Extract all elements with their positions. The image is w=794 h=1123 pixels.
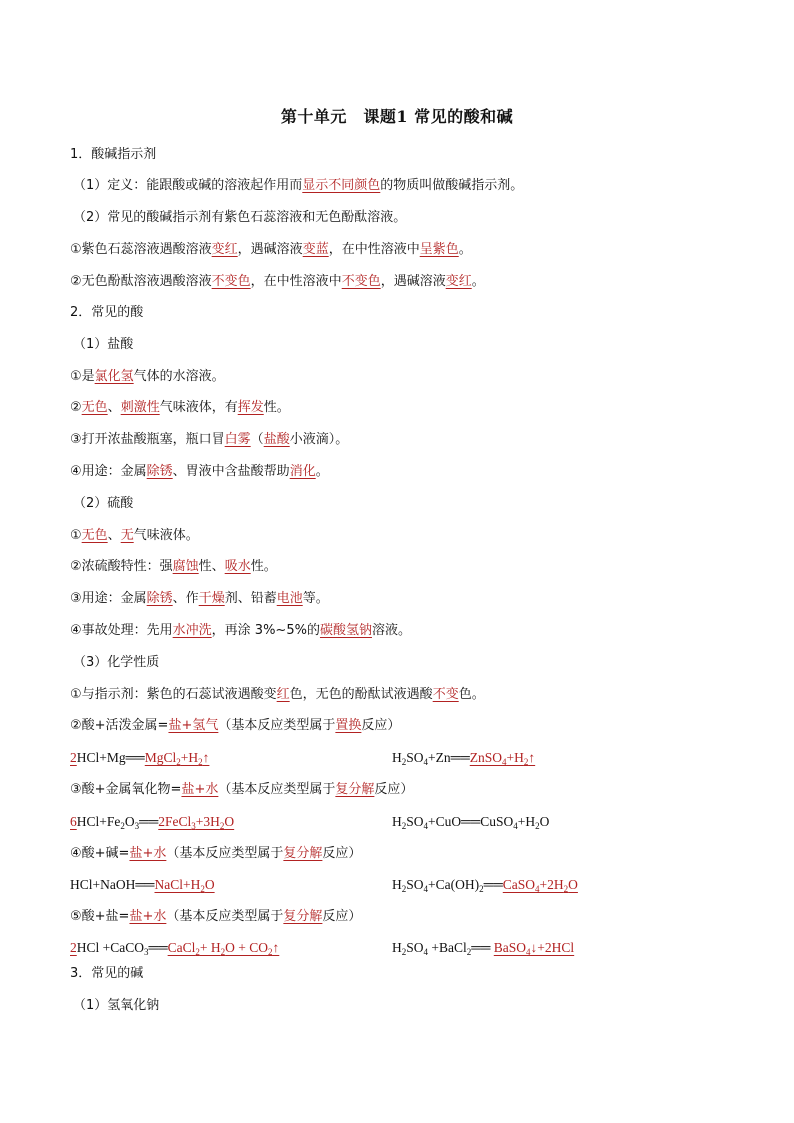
page-title: 第十单元 课题1 常见的酸和碱 (280, 107, 514, 126)
answer-blank: 复分解 (335, 782, 375, 797)
equation: $6HCl+Fe_2O_3══2FeCl_3+3H_2O$ (70, 814, 235, 831)
equation-row-2 (70, 813, 550, 831)
property-1: ①与指示剂：紫色的石蕊试液遇酸变红色，无色的酚酞试液遇酸不变色。 (70, 687, 485, 702)
section-3-heading: 3．常见的碱 (70, 966, 144, 981)
answer-blank: 不变色 (341, 274, 381, 289)
answer-blank: 显示不同颜色 (302, 178, 381, 193)
answer-blank: 电池 (276, 591, 303, 606)
property-4: ④酸+碱=盐+水（基本反应类型属于复分解反应） (70, 846, 362, 861)
answer-blank: 盐+水 (129, 846, 167, 861)
answer-blank: 水冲洗 (172, 623, 212, 638)
answer-blank: 碳酸氢钠 (319, 623, 372, 638)
answer-blank: 盐+水 (181, 782, 219, 797)
answer-blank: 无色 (81, 528, 108, 543)
chem-properties-heading: （3）化学性质 (73, 655, 160, 670)
property-3: ③酸+金属氧化物=盐+水（基本反应类型属于复分解反应） (70, 782, 414, 797)
litmus-line: ①紫色石蕊溶液遇酸溶液变红，遇碱溶液变蓝，在中性溶液中呈紫色。 (70, 242, 472, 257)
equation: $2HCl+Mg══MgCl_2+H_2↑$ (70, 750, 210, 767)
section-2-heading: 2．常见的酸 (70, 305, 144, 320)
answer-blank: 刺激性 (120, 400, 160, 415)
answer-blank: 无 (120, 528, 134, 543)
answer-blank: 无色 (81, 400, 108, 415)
common-indicators-line: （2）常见的酸碱指示剂有紫色石蕊溶液和无色酚酞溶液。 (73, 210, 407, 225)
answer-blank: 氯化氢 (94, 369, 134, 384)
answer-blank: 变蓝 (302, 242, 329, 257)
section-1-heading: 1．酸碱指示剂 (70, 147, 157, 162)
hcl-item-1: ①是氯化氢气体的水溶液。 (70, 369, 225, 384)
answer-blank: 变红 (445, 274, 472, 289)
answer-blank: 不变色 (211, 274, 251, 289)
equation-row-4 (70, 939, 575, 957)
phenolphthalein-line: ②无色酚酞溶液遇酸溶液不变色，在中性溶液中不变色，遇碱溶液变红。 (70, 274, 485, 289)
definition-line: （1）定义：能跟酸或碱的溶液起作用而显示不同颜色的物质叫做酸碱指示剂。 (73, 178, 524, 193)
equation: $H_2SO_4$ +BaCl$_2$══ BaSO$_4$↓+2HCl (392, 940, 575, 957)
h2so4-item-3: ③用途：金属除锈、作干燥剂、铅蓄电池等。 (70, 591, 329, 606)
answer-blank: 吸水 (224, 559, 251, 574)
answer-blank: 除锈 (146, 591, 173, 606)
answer-blank: 干燥 (198, 591, 225, 606)
answer-blank: 腐蚀 (172, 559, 199, 574)
answer-blank: 盐+水 (129, 909, 167, 924)
answer-blank: 置换 (335, 718, 362, 733)
answer-blank: 盐酸 (263, 432, 290, 447)
answer-blank: 消化 (289, 464, 316, 479)
naoh-heading: （1）氢氧化钠 (73, 998, 160, 1013)
h2so4-heading: （2）硫酸 (73, 496, 134, 511)
equation-row-3 (70, 876, 578, 894)
equation: $HCl+NaOH══NaCl+H_2O$ (70, 877, 215, 894)
answer-blank: 不变 (432, 687, 459, 702)
answer-blank: 复分解 (283, 846, 323, 861)
answer-blank: 挥发 (237, 400, 264, 415)
answer-blank: 复分解 (283, 909, 323, 924)
answer-blank: 盐+氢气 (168, 718, 219, 733)
hcl-item-4: ④用途：金属除锈、胃液中含盐酸帮助消化。 (70, 464, 329, 479)
h2so4-item-2: ②浓硫酸特性：强腐蚀性、吸水性。 (70, 559, 277, 574)
equation: $H_2SO_4+Zn══ZnSO_4+H_2↑$ (392, 750, 536, 767)
hcl-item-2: ②无色、刺激性气味液体，有挥发性。 (70, 400, 290, 415)
property-2: ②酸+活泼金属=盐+氢气（基本反应类型属于置换反应） (70, 718, 401, 733)
property-5: ⑤酸+盐=盐+水（基本反应类型属于复分解反应） (70, 909, 362, 924)
equation: $H_2SO_4+CuO══CuSO_4+H_2O$ (392, 814, 550, 831)
answer-blank: 除锈 (146, 464, 173, 479)
answer-blank: 白雾 (224, 432, 251, 447)
answer-blank: 变红 (211, 242, 238, 257)
h2so4-item-1: ①无色、无气味液体。 (70, 528, 199, 543)
equation: 2HCl +CaCO$_3$══CaCl$_2$+ $H_2O$ + $CO_2↑$ (70, 940, 280, 957)
hcl-heading: （1）盐酸 (73, 337, 134, 352)
equation-row-1 (70, 749, 536, 767)
answer-blank: 红 (276, 687, 290, 702)
h2so4-item-4: ④事故处理：先用水冲洗，再涂 3%~5%的碳酸氢钠溶液。 (70, 623, 411, 638)
hcl-item-3: ③打开浓盐酸瓶塞，瓶口冒白雾（盐酸小液滴）。 (70, 432, 349, 447)
answer-blank: 呈紫色 (419, 242, 459, 257)
equation: $H_2SO_4+Ca(OH)_2══CaSO_4+2H_2O$ (392, 877, 578, 894)
